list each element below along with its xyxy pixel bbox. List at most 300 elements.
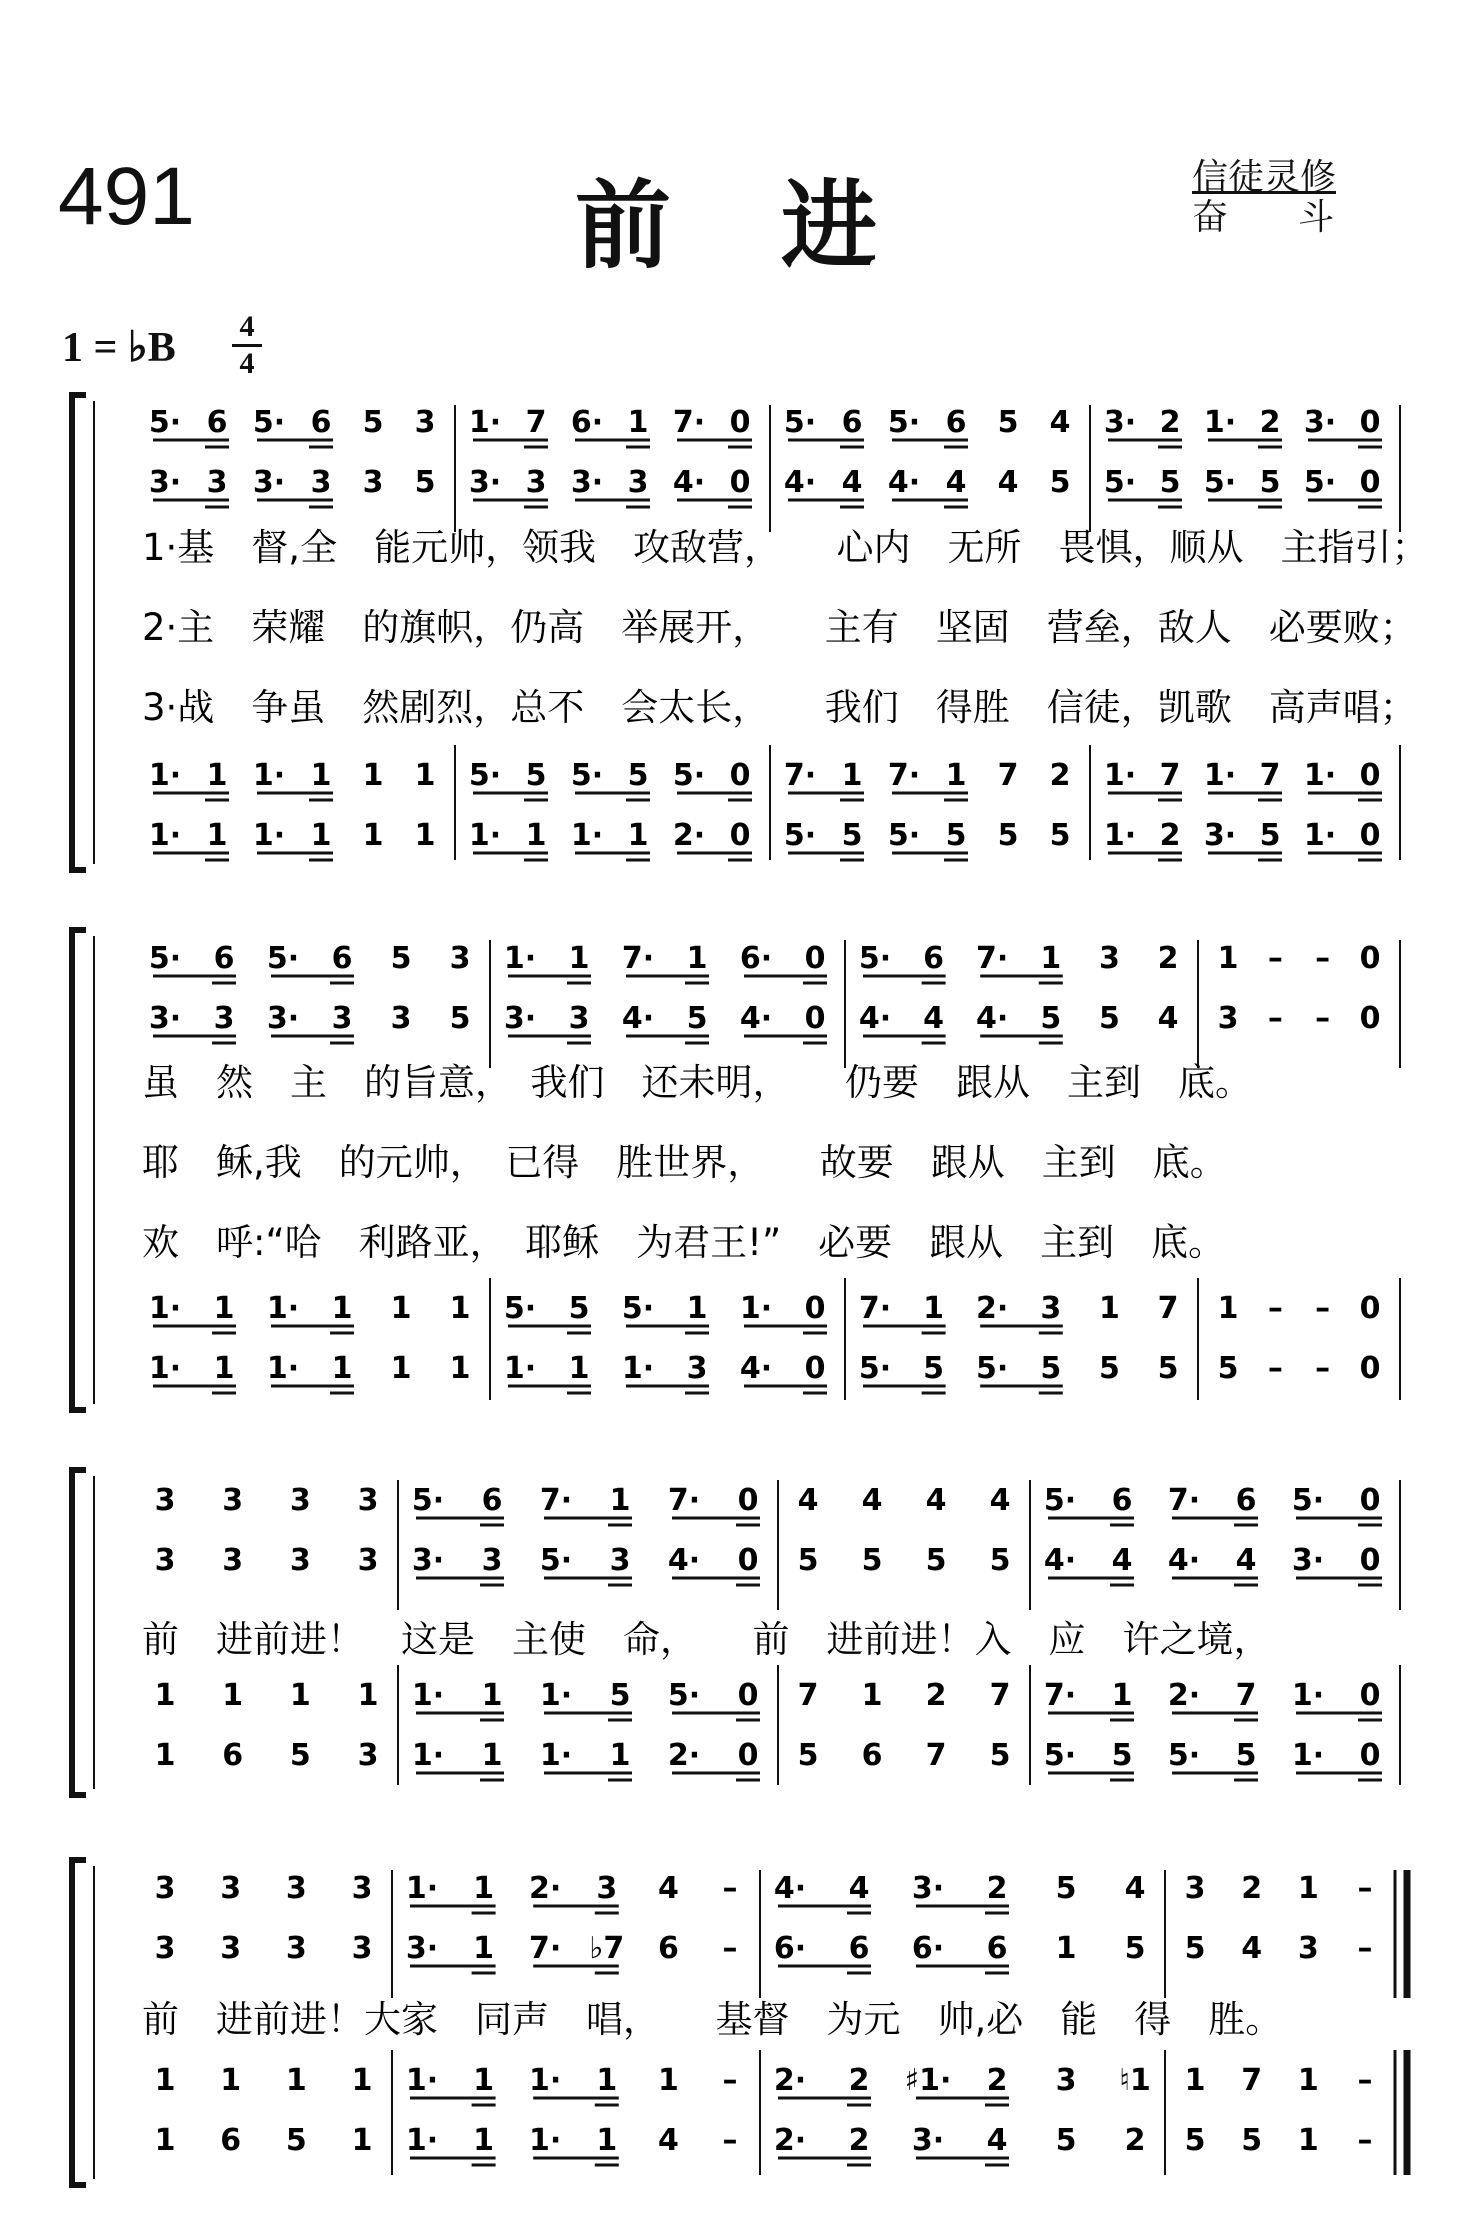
note: 5· [976,1351,1009,1386]
note: 4· [1167,1543,1201,1578]
note: 1 [351,2123,373,2158]
note: 5 [841,818,863,853]
note: 5 [686,1001,708,1036]
note: 1 [331,1291,353,1326]
note: 3 [289,1543,311,1578]
note: 1· [1103,758,1137,793]
note: 4 [923,1001,945,1036]
note: 1· [1103,818,1137,853]
lyric-line: 前 进前进！ 这是 主使 命， 前 进前进！入 应 许之境， [142,1618,1271,1661]
note: 3 [609,1543,631,1578]
note: 1 [213,1291,235,1326]
hymn-number: 491 [58,151,195,242]
note: 6 [206,405,228,440]
note: 5 [923,1351,945,1386]
note: 2 [1157,941,1179,976]
note: 5 [1055,1871,1077,1906]
note: 0 [1359,818,1381,853]
note: 1· [252,758,286,793]
note: 3 [154,1543,176,1578]
note: 3· [1291,1543,1325,1578]
note: 5· [570,758,604,793]
note: 7· [783,758,817,793]
note: 5 [627,758,649,793]
note: 0 [1359,1351,1381,1386]
note: 0 [804,1001,826,1036]
note: 3 [1040,1291,1062,1326]
note: 1· [148,1351,182,1386]
note: 7· [1167,1483,1201,1518]
lyric-line: 2·主 荣耀 的旗帜，仍高 举展开， 主有 坚固 营垒，敌人 必要败； [142,606,1417,649]
note: 1· [503,1351,537,1386]
note: 6 [841,405,863,440]
note: 3 [351,1871,373,1906]
note: 3 [414,405,436,440]
note: 5 [989,1738,1011,1773]
note: 3 [357,1543,379,1578]
note: 1 [627,405,649,440]
note: 0 [1359,758,1381,793]
note: 5· [783,818,817,853]
note: 6 [310,405,332,440]
note: 2 [1124,2123,1146,2158]
note: 5· [858,1351,892,1386]
note: 4 [848,1871,870,1906]
note: 3· [503,1001,537,1036]
note: 0 [729,405,751,440]
note: 1· [529,2063,562,2098]
note: 7· [529,1931,562,1966]
note: 6· [911,1931,945,1966]
key-signature: 1 = ♭B [62,325,176,371]
note: 5 [1157,1351,1179,1386]
note: 1 [449,1291,471,1326]
note: 3· [911,2123,945,2158]
note: 1 [1111,1678,1133,1713]
note: 3 [362,465,384,500]
note: 7 [1159,758,1181,793]
note: 1 [1055,1931,1077,1966]
note: 1 [923,1291,945,1326]
note: 4· [667,1543,701,1578]
note: 1· [1303,758,1337,793]
note: 5 [609,1678,631,1713]
note: 1 [220,2063,242,2098]
note: 1· [266,1351,300,1386]
note: 3 [357,1738,379,1773]
note: 1 [390,1291,412,1326]
note: – [1315,1291,1331,1326]
note: – [1357,1931,1373,1966]
note: 5 [568,1291,590,1326]
note: 1 [362,818,384,853]
note: 5· [252,405,286,440]
note: 3· [148,1001,182,1036]
note: 0 [1359,1543,1381,1578]
note: 5 [1098,1001,1120,1036]
note: 1· [1291,1678,1325,1713]
note: 1 [154,2123,176,2158]
note: – [1315,941,1331,976]
note: 1· [148,1291,182,1326]
note: 2 [1259,405,1281,440]
note: 1· [1203,758,1237,793]
note: 1 [1217,941,1239,976]
note: 4· [887,465,921,500]
note: ♮1 [1119,2063,1151,2098]
note: 6 [848,1931,870,1966]
note: 1 [213,1351,235,1386]
note: 5· [148,941,182,976]
note: 3 [154,1871,176,1906]
note: 5 [414,465,436,500]
note: 5 [285,2123,307,2158]
note: 5· [1303,465,1337,500]
note: 5 [1259,465,1281,500]
note: 7 [925,1738,947,1773]
note: 4 [1124,1871,1146,1906]
note: 5 [1235,1738,1257,1773]
note: 5 [1184,1931,1206,1966]
note: 5· [1043,1738,1077,1773]
note: 1 [481,1678,503,1713]
note: 4 [1241,1931,1263,1966]
note: 7 [997,758,1019,793]
note: 5 [1259,818,1281,853]
note: 4 [657,1871,679,1906]
note: 5· [887,818,921,853]
note: 0 [1359,1001,1381,1036]
note: 7· [672,405,706,440]
note: 2· [976,1291,1009,1326]
note: 7· [858,1291,892,1326]
note: 5· [1043,1483,1077,1518]
system-bracket [72,930,86,1410]
note: 1· [405,1871,439,1906]
page-title: 前进 [575,170,987,282]
note: 3 [310,465,332,500]
note: 3· [1103,405,1137,440]
meter-bottom: 4 [232,344,262,381]
note: 5 [1184,2123,1206,2158]
note: 5· [266,941,300,976]
note: 4 [861,1483,883,1518]
note: 0 [1359,941,1381,976]
note: – [1267,941,1283,976]
note: 5 [1124,1931,1146,1966]
note: 2· [773,2063,807,2098]
note: 5 [390,941,412,976]
note: 1· [405,2123,439,2158]
note: 4 [1111,1543,1133,1578]
note: 1· [148,758,182,793]
note: 6 [213,941,235,976]
note: 1 [206,818,228,853]
note: 4· [1043,1543,1077,1578]
note: 5· [887,405,921,440]
note: 2· [1167,1678,1201,1713]
note: 3 [481,1543,503,1578]
note: 4· [672,465,706,500]
note: 1 [357,1678,379,1713]
note: 1 [449,1351,471,1386]
note: 1 [609,1738,631,1773]
note: 1 [222,1678,244,1713]
note: 1 [154,2063,176,2098]
note: 3 [449,941,471,976]
note: 2 [925,1678,947,1713]
note: 6 [945,405,967,440]
note: – [722,1871,738,1906]
note: 1 [154,1738,176,1773]
note: 1· [1203,405,1237,440]
note: 3· [468,465,502,500]
note: 3· [405,1931,439,1966]
note: 1· [1303,818,1337,853]
note: 5 [1055,2123,1077,2158]
note: 5· [1203,465,1237,500]
note: – [1357,2123,1373,2158]
note: 5 [362,405,384,440]
note: 3· [570,465,604,500]
note: 0 [737,1738,759,1773]
note: 5· [148,405,182,440]
note: 1 [331,1351,353,1386]
note: 0 [1359,405,1381,440]
note: 5 [861,1543,883,1578]
note: 6· [773,1931,807,1966]
note: 0 [737,1543,759,1578]
note: 2 [848,2123,870,2158]
note: 7· [887,758,921,793]
note: 4· [783,465,817,500]
lyric-line: 3·战 争虽 然剧烈，总不 会太长， 我们 得胜 信徒，凯歌 高声唱； [142,686,1417,729]
note: 1 [1297,2063,1319,2098]
note: 1 [473,1931,495,1966]
note: 1· [411,1678,445,1713]
note: 1 [596,2063,618,2098]
note: 1 [154,1678,176,1713]
note: 1 [473,1871,495,1906]
note: 5 [797,1543,819,1578]
note: 2 [1049,758,1071,793]
note: 3 [627,465,649,500]
note: 3· [911,1871,945,1906]
lyricist-credit: 信徒灵修 [1192,157,1337,198]
note: 2 [1241,1871,1263,1906]
note: 1· [570,818,604,853]
note: – [722,2123,738,2158]
note: 0 [804,1351,826,1386]
note: 6 [1111,1483,1133,1518]
note: 1· [468,405,502,440]
note: 5 [1159,465,1181,500]
note: 1 [289,1678,311,1713]
note: 5· [503,1291,537,1326]
system-bracket [72,395,86,870]
note: 4· [739,1001,773,1036]
note: 1 [568,1351,590,1386]
note: 1 [568,941,590,976]
tune-credit: 奋斗 [1192,197,1405,238]
note: 7· [621,941,655,976]
note: 3 [1217,1001,1239,1036]
note: 4 [1157,1001,1179,1036]
note: 1 [414,758,436,793]
note: 2 [986,1871,1008,1906]
note: 4 [1235,1543,1257,1578]
note: ♯1· [904,2063,952,2098]
lyric-line: 虽 然 主 的旨意， 我们 还未明， 仍要 跟从 主到 底。 [142,1061,1252,1104]
note: 3 [357,1483,379,1518]
note: 5· [539,1543,573,1578]
note: 5 [997,405,1019,440]
note: 3 [686,1351,708,1386]
note: – [1267,1351,1283,1386]
note: 3 [596,1871,618,1906]
note: 2 [848,2063,870,2098]
note: 1 [841,758,863,793]
note: 4 [986,2123,1008,2158]
note: 3 [1184,1871,1206,1906]
note: – [1267,1291,1283,1326]
note: 4· [773,1871,807,1906]
note: 1 [351,2063,373,2098]
note: 5· [1103,465,1137,500]
note: 1 [414,818,436,853]
note: 0 [1359,1738,1381,1773]
note: 2· [773,2123,807,2158]
note: 0 [1359,1291,1381,1326]
note: 5 [525,758,547,793]
note: 3 [154,1483,176,1518]
note: 1 [609,1483,631,1518]
note: 1 [596,2123,618,2158]
note: 1 [1040,941,1062,976]
note: 3 [222,1483,244,1518]
note: 0 [737,1483,759,1518]
note: 1 [481,1738,503,1773]
note: 5 [1040,1001,1062,1036]
note: 0 [729,818,751,853]
note: 1 [285,2063,307,2098]
note: 5 [797,1738,819,1773]
note: 1 [627,818,649,853]
note: 6 [220,2123,242,2158]
note: 1· [405,2063,439,2098]
note: 5· [1167,1738,1201,1773]
note: 1 [525,818,547,853]
note: 6 [222,1738,244,1773]
note: 6 [861,1738,883,1773]
note: 1 [1098,1291,1120,1326]
note: 3· [1203,818,1237,853]
note: 1· [148,818,182,853]
note: 5 [1098,1351,1120,1386]
note: 3· [252,465,286,500]
note: 6 [331,941,353,976]
note: 3 [285,1931,307,1966]
note: 1· [468,818,502,853]
note: 7 [797,1678,819,1713]
note: 3 [220,1931,242,1966]
note: 1 [473,2123,495,2158]
system-bracket [72,1470,86,1795]
note: 5· [621,1291,655,1326]
note: 1· [266,1291,300,1326]
note: 4 [1049,405,1071,440]
note: 3 [213,1001,235,1036]
meter-top: 4 [239,310,255,343]
note: 1 [657,2063,679,2098]
note: 2· [667,1738,701,1773]
note: 3· [266,1001,300,1036]
note: 1 [945,758,967,793]
note: 5 [1040,1351,1062,1386]
note: 4 [997,465,1019,500]
note: 6 [1235,1483,1257,1518]
note: 5 [449,1001,471,1036]
note: 2· [672,818,706,853]
note: 7· [1043,1678,1077,1713]
note: 1 [310,818,332,853]
note: – [722,2063,738,2098]
note: 3 [289,1483,311,1518]
note: 5 [1241,2123,1263,2158]
note: – [1357,1871,1373,1906]
note: 3 [1297,1931,1319,1966]
lyric-line: 1·基 督,全 能元帅，领我 攻敌营， 心内 无所 畏惧，顺从 主指引； [142,526,1429,569]
note: 0 [804,1291,826,1326]
note: – [1267,1001,1283,1036]
note: 7 [1241,2063,1263,2098]
note: 0 [1359,1678,1381,1713]
note: 3 [331,1001,353,1036]
note: 6 [986,1931,1008,1966]
note: 2 [986,2063,1008,2098]
note: 4 [797,1483,819,1518]
note: 3 [154,1931,176,1966]
note: 7· [976,941,1009,976]
note: 3 [525,465,547,500]
note: 0 [1359,465,1381,500]
note: 1· [739,1291,773,1326]
note: 4 [841,465,863,500]
note: 4· [739,1351,773,1386]
note: 0 [737,1678,759,1713]
note: 1 [861,1678,883,1713]
note: 4· [976,1001,1009,1036]
note: 3· [148,465,182,500]
note: 1· [529,2123,562,2158]
note: 3 [206,465,228,500]
note: 1· [539,1678,573,1713]
note: 6· [570,405,604,440]
lyric-line: 欢 呼:“哈 利路亚， 耶稣 为君王!” 必要 跟从 主到 底。 [142,1221,1226,1264]
note: 4· [621,1001,655,1036]
note: 2 [1159,818,1181,853]
note: 4 [657,2123,679,2158]
note: 7 [1259,758,1281,793]
note: – [1357,2063,1373,2098]
note: 7 [1235,1678,1257,1713]
note: 1 [390,1351,412,1386]
note: 1 [1297,2123,1319,2158]
note: 3 [390,1001,412,1036]
note: 1· [621,1351,655,1386]
note: 5· [858,941,892,976]
note: 6 [481,1483,503,1518]
